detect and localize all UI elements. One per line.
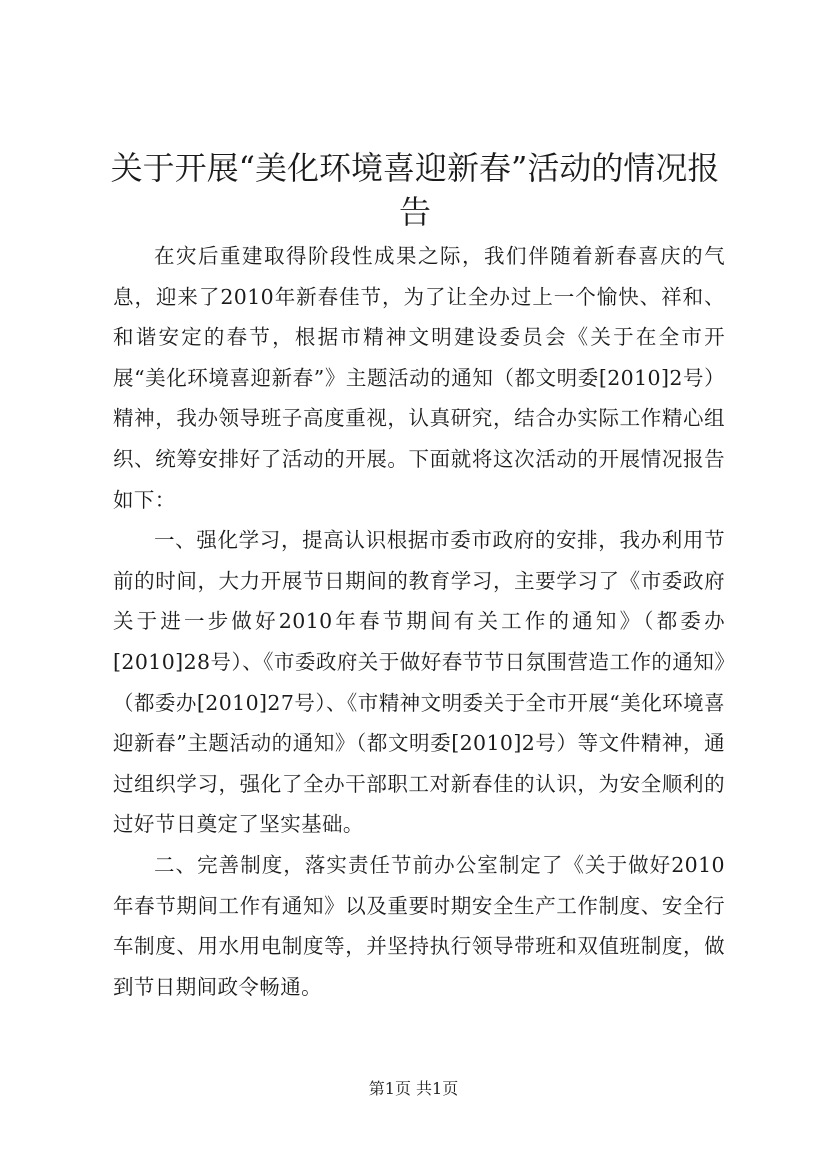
document-title: 关于开展“美化环境喜迎新春”活动的情况报告 bbox=[110, 149, 720, 231]
paragraph-section-2: 二、完善制度，落实责任节前办公室制定了《关于做好2010年春节期间工作有通知》以及重要时期安全生产工作制度、安全行车制度、用水用电制度等，并坚持执行领导带班和双值班制度，做到节日期间政令畅通。 bbox=[113, 852, 725, 999]
paragraph-intro: 在灾后重建取得阶段性成果之际，我们伴随着新春喜庆的气息，迎来了2010年新春佳节，为了让全办过上一个愉快、祥和、和谐安定的春节，根据市精神文明建设委员会《关于在全市开展“美化环境喜迎新春”》主题活动的通知（都文明委[2010]2号）精神，我办领导班子高度重视，认真研究，结合办实际工作精心组织、统筹安排好了活动的开展。下面就将这次活动的开展情况报告如下： bbox=[113, 244, 725, 512]
document-body bbox=[113, 236, 725, 1007]
page-footer: 第1页 共1页 bbox=[368, 1079, 459, 1098]
paragraph-section-1: 一、强化学习，提高认识根据市委市政府的安排，我办利用节前的时间，大力开展节日期间的教育学习，主要学习了《市委政府关于进一步做好2010年春节期间有关工作的通知》（都委办[2010]28号）、《市委政府关于做好春节节日氛围营造工作的通知》（都委办[2010]27号）、《市精神文明委关于全市开展“美化环境喜迎新春”主题活动的通知》（都文明委[2010]2号）等文件精神，通过组织学习，强化了全办干部职工对新春佳的认识，为安全顺利的过好节日奠定了坚实基础。 bbox=[113, 528, 725, 837]
